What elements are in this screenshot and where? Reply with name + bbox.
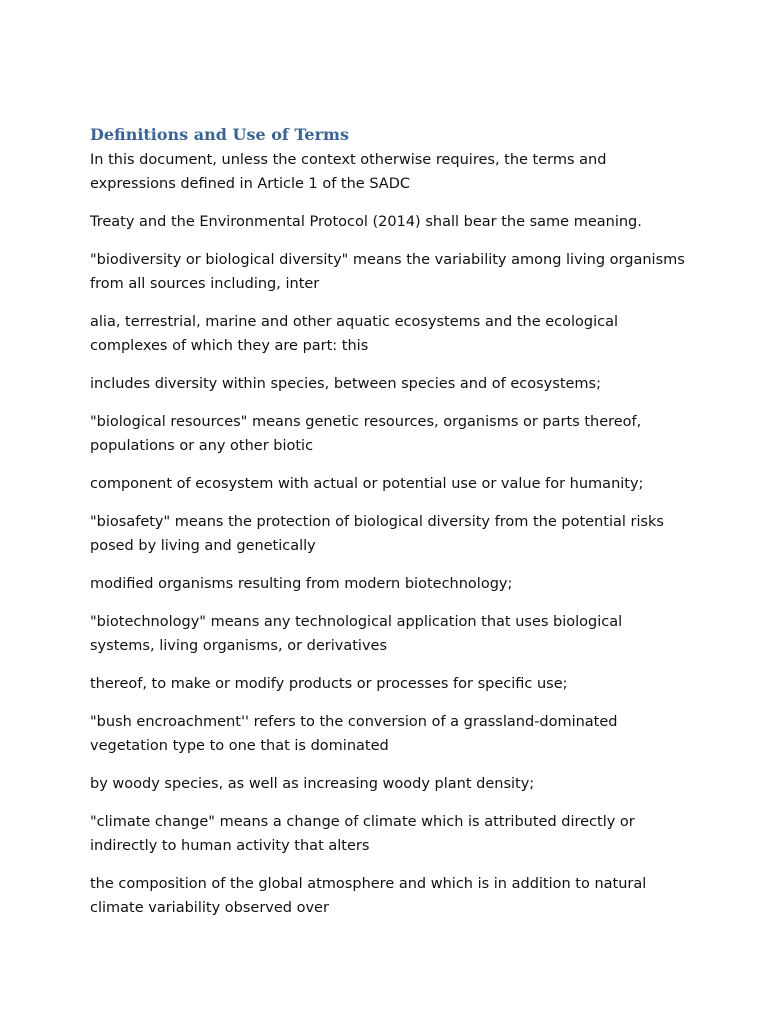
definition-climate-change: "climate change" means a change of climate which is attributed directly or indirectly to human activity that alters — [90, 814, 635, 854]
definition-biodiversity-end: includes diversity within species, between species and of ecosystems; — [90, 376, 601, 392]
definition-biotechnology: "biotechnology" means any technological application that uses biological systems, living organisms, or derivatives — [90, 614, 623, 654]
document-body — [90, 124, 690, 934]
definition-biosafety-continued: modified organisms resulting from modern biotechnology; — [90, 576, 513, 592]
definition-bush-encroachment: "bush encroachment'' refers to the conversion of a grassland-dominated vegetation type to one that is dominated — [90, 714, 618, 754]
paragraph-intro: In this document, unless the context otherwise requires, the terms and expressions defined in Article 1 of the SADC — [90, 152, 607, 192]
section-heading: Definitions and Use of Terms — [90, 125, 349, 144]
definition-biosafety: "biosafety" means the protection of biological diversity from the potential risks posed by living and genetically — [90, 514, 664, 554]
definition-biotechnology-continued: thereof, to make or modify products or processes for specific use; — [90, 676, 568, 692]
definition-climate-change-continued: the composition of the global atmosphere and which is in addition to natural climate variability observed over — [90, 876, 647, 916]
definition-biological-resources-continued: component of ecosystem with actual or potential use or value for humanity; — [90, 476, 644, 492]
definition-bush-encroachment-continued: by woody species, as well as increasing woody plant density; — [90, 776, 535, 792]
definition-biological-resources: "biological resources" means genetic resources, organisms or parts thereof, populations or any other biotic — [90, 414, 642, 454]
paragraph-intro-continued: Treaty and the Environmental Protocol (2014) shall bear the same meaning. — [90, 214, 642, 230]
definition-biodiversity-continued: alia, terrestrial, marine and other aquatic ecosystems and the ecological complexes of which they are part: this — [90, 314, 619, 354]
definition-biodiversity: "biodiversity or biological diversity" means the variability among living organisms from all sources including, inter — [90, 252, 685, 292]
